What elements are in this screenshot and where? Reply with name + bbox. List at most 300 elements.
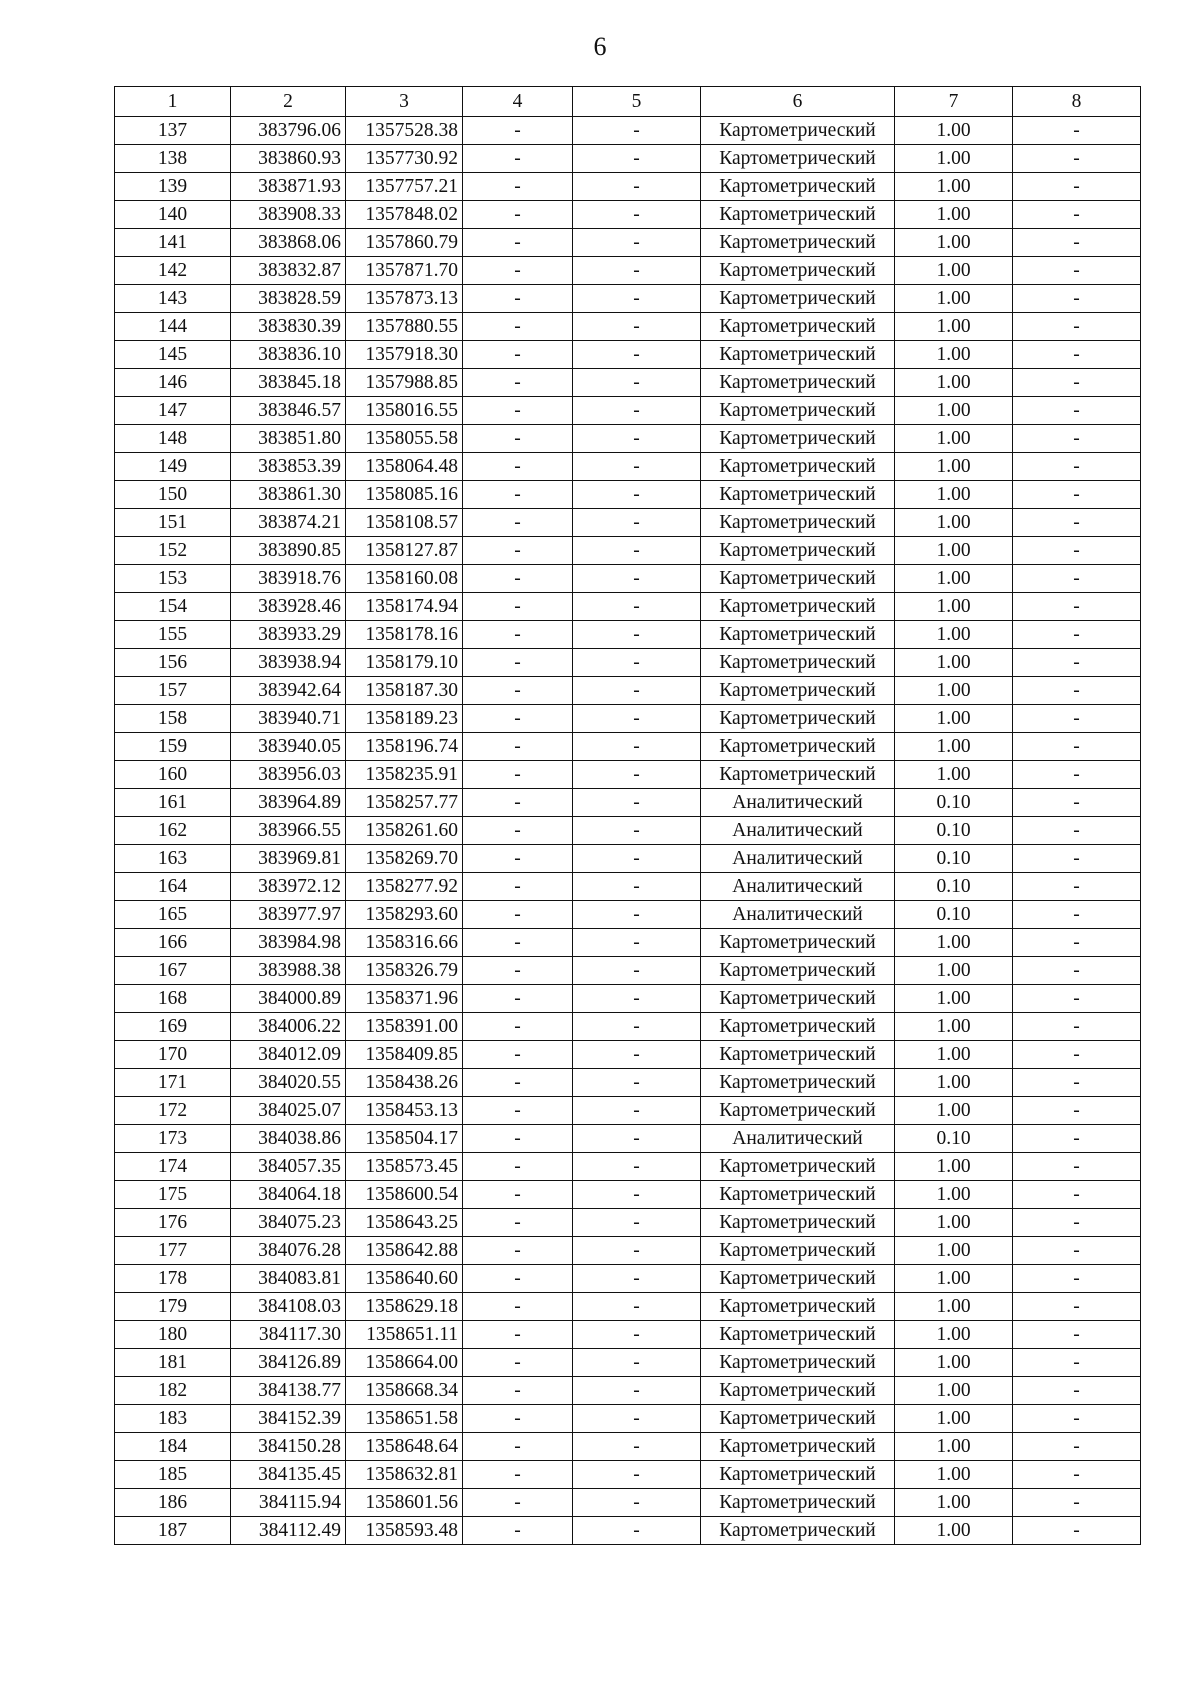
point-number-cell: 153	[115, 565, 231, 593]
col-4-cell: -	[463, 537, 573, 565]
col-4-cell: -	[463, 901, 573, 929]
x-coordinate-cell: 383830.39	[231, 313, 346, 341]
col-8-cell: -	[1013, 313, 1141, 341]
col-5-cell: -	[573, 537, 701, 565]
y-coordinate-cell: 1358453.13	[346, 1097, 463, 1125]
col-5-cell: -	[573, 341, 701, 369]
x-coordinate-cell: 384152.39	[231, 1405, 346, 1433]
col-5-cell: -	[573, 1125, 701, 1153]
x-coordinate-cell: 384117.30	[231, 1321, 346, 1349]
col-8-cell: -	[1013, 1461, 1141, 1489]
col-5-cell: -	[573, 817, 701, 845]
accuracy-cell: 0.10	[895, 789, 1013, 817]
col-5-cell: -	[573, 901, 701, 929]
x-coordinate-cell: 384150.28	[231, 1433, 346, 1461]
col-8-cell: -	[1013, 1069, 1141, 1097]
accuracy-cell: 1.00	[895, 1181, 1013, 1209]
table-row	[115, 621, 1141, 649]
col-5-cell: -	[573, 1209, 701, 1237]
point-number-cell: 184	[115, 1433, 231, 1461]
table-row	[115, 397, 1141, 425]
y-coordinate-cell: 1358409.85	[346, 1041, 463, 1069]
x-coordinate-cell: 384112.49	[231, 1517, 346, 1545]
method-cell: Картометрический	[701, 705, 895, 733]
table-row	[115, 985, 1141, 1013]
method-cell: Картометрический	[701, 1013, 895, 1041]
x-coordinate-cell: 384076.28	[231, 1237, 346, 1265]
point-number-cell: 150	[115, 481, 231, 509]
point-number-cell: 168	[115, 985, 231, 1013]
accuracy-cell: 1.00	[895, 229, 1013, 257]
x-coordinate-cell: 383964.89	[231, 789, 346, 817]
col-4-cell: -	[463, 397, 573, 425]
table-row	[115, 957, 1141, 985]
y-coordinate-cell: 1358277.92	[346, 873, 463, 901]
col-8-cell: -	[1013, 257, 1141, 285]
method-cell: Картометрический	[701, 313, 895, 341]
accuracy-cell: 1.00	[895, 565, 1013, 593]
col-8-cell: -	[1013, 565, 1141, 593]
y-coordinate-cell: 1357918.30	[346, 341, 463, 369]
point-number-cell: 151	[115, 509, 231, 537]
col-8-cell: -	[1013, 1489, 1141, 1517]
y-coordinate-cell: 1358504.17	[346, 1125, 463, 1153]
x-coordinate-cell: 383933.29	[231, 621, 346, 649]
col-4-cell: -	[463, 565, 573, 593]
y-coordinate-cell: 1357730.92	[346, 145, 463, 173]
method-cell: Картометрический	[701, 761, 895, 789]
col-4-cell: -	[463, 229, 573, 257]
col-5-cell: -	[573, 649, 701, 677]
table-row	[115, 1293, 1141, 1321]
accuracy-cell: 1.00	[895, 117, 1013, 145]
point-number-cell: 162	[115, 817, 231, 845]
point-number-cell: 173	[115, 1125, 231, 1153]
col-5-cell: -	[573, 845, 701, 873]
y-coordinate-cell: 1358174.94	[346, 593, 463, 621]
table-header-row	[115, 87, 1141, 117]
point-number-cell: 185	[115, 1461, 231, 1489]
table-row	[115, 817, 1141, 845]
point-number-cell: 158	[115, 705, 231, 733]
x-coordinate-cell: 384057.35	[231, 1153, 346, 1181]
table-row	[115, 761, 1141, 789]
col-8-cell: -	[1013, 173, 1141, 201]
col-4-cell: -	[463, 1293, 573, 1321]
table-row	[115, 1181, 1141, 1209]
y-coordinate-cell: 1358326.79	[346, 957, 463, 985]
col-5-cell: -	[573, 705, 701, 733]
col-5-cell: -	[573, 1293, 701, 1321]
table-row	[115, 1209, 1141, 1237]
method-cell: Картометрический	[701, 1517, 895, 1545]
x-coordinate-cell: 383969.81	[231, 845, 346, 873]
col-5-cell: -	[573, 1153, 701, 1181]
col-8-cell: -	[1013, 1293, 1141, 1321]
point-number-cell: 182	[115, 1377, 231, 1405]
table-row	[115, 929, 1141, 957]
method-cell: Картометрический	[701, 621, 895, 649]
col-4-cell: -	[463, 1433, 573, 1461]
col-5-cell: -	[573, 173, 701, 201]
x-coordinate-cell: 384006.22	[231, 1013, 346, 1041]
y-coordinate-cell: 1358187.30	[346, 677, 463, 705]
y-coordinate-cell: 1358640.60	[346, 1265, 463, 1293]
col-5-cell: -	[573, 1517, 701, 1545]
col-8-cell: -	[1013, 649, 1141, 677]
y-coordinate-cell: 1358664.00	[346, 1349, 463, 1377]
col-5-cell: -	[573, 565, 701, 593]
point-number-cell: 175	[115, 1181, 231, 1209]
method-cell: Картометрический	[701, 565, 895, 593]
col-5-cell: -	[573, 1461, 701, 1489]
col-1-header: 1	[115, 87, 231, 117]
col-4-cell: -	[463, 649, 573, 677]
x-coordinate-cell: 384064.18	[231, 1181, 346, 1209]
col-5-cell: -	[573, 1489, 701, 1517]
col-5-cell: -	[573, 929, 701, 957]
col-4-cell: -	[463, 257, 573, 285]
y-coordinate-cell: 1358293.60	[346, 901, 463, 929]
table-row	[115, 201, 1141, 229]
method-cell: Картометрический	[701, 425, 895, 453]
table-row	[115, 1433, 1141, 1461]
col-5-cell: -	[573, 313, 701, 341]
col-8-cell: -	[1013, 117, 1141, 145]
table-row	[115, 341, 1141, 369]
col-4-cell: -	[463, 817, 573, 845]
col-8-cell: -	[1013, 1013, 1141, 1041]
table-row	[115, 313, 1141, 341]
point-number-cell: 137	[115, 117, 231, 145]
accuracy-cell: 0.10	[895, 845, 1013, 873]
col-8-cell: -	[1013, 1209, 1141, 1237]
point-number-cell: 170	[115, 1041, 231, 1069]
table-row	[115, 845, 1141, 873]
col-4-cell: -	[463, 1517, 573, 1545]
accuracy-cell: 1.00	[895, 1321, 1013, 1349]
x-coordinate-cell: 383972.12	[231, 873, 346, 901]
col-5-cell: -	[573, 1237, 701, 1265]
point-number-cell: 140	[115, 201, 231, 229]
accuracy-cell: 0.10	[895, 901, 1013, 929]
col-8-cell: -	[1013, 845, 1141, 873]
table-row	[115, 1405, 1141, 1433]
col-4-cell: -	[463, 1349, 573, 1377]
col-4-cell: -	[463, 173, 573, 201]
point-number-cell: 139	[115, 173, 231, 201]
col-4-cell: -	[463, 1237, 573, 1265]
accuracy-cell: 1.00	[895, 1097, 1013, 1125]
method-cell: Аналитический	[701, 1125, 895, 1153]
col-4-cell: -	[463, 145, 573, 173]
table-row	[115, 1377, 1141, 1405]
y-coordinate-cell: 1358648.64	[346, 1433, 463, 1461]
method-cell: Картометрический	[701, 1321, 895, 1349]
method-cell: Картометрический	[701, 509, 895, 537]
col-4-cell: -	[463, 1377, 573, 1405]
x-coordinate-cell: 383988.38	[231, 957, 346, 985]
col-4-cell: -	[463, 1321, 573, 1349]
col-5-cell: -	[573, 117, 701, 145]
col-4-cell: -	[463, 453, 573, 481]
point-number-cell: 141	[115, 229, 231, 257]
col-8-cell: -	[1013, 705, 1141, 733]
col-8-cell: -	[1013, 229, 1141, 257]
table-row	[115, 1517, 1141, 1545]
col-8-cell: -	[1013, 873, 1141, 901]
point-number-cell: 180	[115, 1321, 231, 1349]
y-coordinate-cell: 1358179.10	[346, 649, 463, 677]
method-cell: Картометрический	[701, 257, 895, 285]
accuracy-cell: 1.00	[895, 985, 1013, 1013]
x-coordinate-cell: 383966.55	[231, 817, 346, 845]
method-cell: Картометрический	[701, 957, 895, 985]
coordinates-table	[114, 86, 1141, 1545]
method-cell: Картометрический	[701, 1349, 895, 1377]
x-coordinate-cell: 384038.86	[231, 1125, 346, 1153]
table-row	[115, 593, 1141, 621]
col-5-cell: -	[573, 509, 701, 537]
col-7-header: 7	[895, 87, 1013, 117]
accuracy-cell: 1.00	[895, 509, 1013, 537]
table-row	[115, 1265, 1141, 1293]
col-5-cell: -	[573, 369, 701, 397]
col-8-cell: -	[1013, 537, 1141, 565]
y-coordinate-cell: 1358651.58	[346, 1405, 463, 1433]
accuracy-cell: 1.00	[895, 285, 1013, 313]
col-5-cell: -	[573, 1013, 701, 1041]
col-5-cell: -	[573, 621, 701, 649]
col-4-cell: -	[463, 621, 573, 649]
col-5-cell: -	[573, 453, 701, 481]
x-coordinate-cell: 383938.94	[231, 649, 346, 677]
table-row	[115, 1461, 1141, 1489]
col-8-cell: -	[1013, 509, 1141, 537]
point-number-cell: 174	[115, 1153, 231, 1181]
col-2-header: 2	[231, 87, 346, 117]
method-cell: Картометрический	[701, 1237, 895, 1265]
col-4-cell: -	[463, 313, 573, 341]
table-row	[115, 1069, 1141, 1097]
accuracy-cell: 1.00	[895, 453, 1013, 481]
col-8-cell: -	[1013, 341, 1141, 369]
table-row	[115, 677, 1141, 705]
accuracy-cell: 1.00	[895, 733, 1013, 761]
col-5-header: 5	[573, 87, 701, 117]
col-8-cell: -	[1013, 1349, 1141, 1377]
col-8-cell: -	[1013, 425, 1141, 453]
col-4-cell: -	[463, 341, 573, 369]
accuracy-cell: 1.00	[895, 1405, 1013, 1433]
table-row	[115, 285, 1141, 313]
table-row	[115, 565, 1141, 593]
y-coordinate-cell: 1358085.16	[346, 481, 463, 509]
y-coordinate-cell: 1358189.23	[346, 705, 463, 733]
table-row	[115, 481, 1141, 509]
x-coordinate-cell: 383868.06	[231, 229, 346, 257]
x-coordinate-cell: 383940.71	[231, 705, 346, 733]
point-number-cell: 145	[115, 341, 231, 369]
col-4-cell: -	[463, 509, 573, 537]
x-coordinate-cell: 383928.46	[231, 593, 346, 621]
col-4-cell: -	[463, 425, 573, 453]
col-8-cell: -	[1013, 985, 1141, 1013]
col-8-cell: -	[1013, 145, 1141, 173]
table-row	[115, 1125, 1141, 1153]
accuracy-cell: 1.00	[895, 1377, 1013, 1405]
accuracy-cell: 1.00	[895, 1013, 1013, 1041]
method-cell: Картометрический	[701, 1489, 895, 1517]
y-coordinate-cell: 1357528.38	[346, 117, 463, 145]
y-coordinate-cell: 1358055.58	[346, 425, 463, 453]
table-row	[115, 509, 1141, 537]
col-8-cell: -	[1013, 1265, 1141, 1293]
table-row	[115, 901, 1141, 929]
x-coordinate-cell: 383977.97	[231, 901, 346, 929]
col-4-cell: -	[463, 1209, 573, 1237]
y-coordinate-cell: 1357873.13	[346, 285, 463, 313]
col-4-cell: -	[463, 1125, 573, 1153]
method-cell: Аналитический	[701, 873, 895, 901]
col-8-cell: -	[1013, 397, 1141, 425]
x-coordinate-cell: 383832.87	[231, 257, 346, 285]
x-coordinate-cell: 384012.09	[231, 1041, 346, 1069]
table-row	[115, 1041, 1141, 1069]
col-4-cell: -	[463, 1461, 573, 1489]
y-coordinate-cell: 1358371.96	[346, 985, 463, 1013]
accuracy-cell: 1.00	[895, 257, 1013, 285]
x-coordinate-cell: 384020.55	[231, 1069, 346, 1097]
x-coordinate-cell: 383846.57	[231, 397, 346, 425]
accuracy-cell: 1.00	[895, 201, 1013, 229]
y-coordinate-cell: 1357988.85	[346, 369, 463, 397]
col-8-cell: -	[1013, 733, 1141, 761]
table-row	[115, 1153, 1141, 1181]
col-5-cell: -	[573, 1321, 701, 1349]
col-4-cell: -	[463, 481, 573, 509]
col-4-cell: -	[463, 1153, 573, 1181]
col-8-cell: -	[1013, 201, 1141, 229]
col-5-cell: -	[573, 1433, 701, 1461]
x-coordinate-cell: 383874.21	[231, 509, 346, 537]
x-coordinate-cell: 383860.93	[231, 145, 346, 173]
method-cell: Картометрический	[701, 397, 895, 425]
col-8-cell: -	[1013, 817, 1141, 845]
x-coordinate-cell: 383871.93	[231, 173, 346, 201]
y-coordinate-cell: 1357757.21	[346, 173, 463, 201]
table-row	[115, 789, 1141, 817]
point-number-cell: 149	[115, 453, 231, 481]
col-4-cell: -	[463, 957, 573, 985]
col-4-cell: -	[463, 789, 573, 817]
y-coordinate-cell: 1358316.66	[346, 929, 463, 957]
col-4-cell: -	[463, 845, 573, 873]
table-row	[115, 173, 1141, 201]
col-4-cell: -	[463, 873, 573, 901]
y-coordinate-cell: 1358257.77	[346, 789, 463, 817]
x-coordinate-cell: 384115.94	[231, 1489, 346, 1517]
col-5-cell: -	[573, 229, 701, 257]
table-row	[115, 453, 1141, 481]
col-8-cell: -	[1013, 1097, 1141, 1125]
y-coordinate-cell: 1358601.56	[346, 1489, 463, 1517]
accuracy-cell: 1.00	[895, 1153, 1013, 1181]
method-cell: Аналитический	[701, 901, 895, 929]
accuracy-cell: 1.00	[895, 1041, 1013, 1069]
col-5-cell: -	[573, 873, 701, 901]
col-5-cell: -	[573, 1405, 701, 1433]
method-cell: Картометрический	[701, 677, 895, 705]
point-number-cell: 165	[115, 901, 231, 929]
accuracy-cell: 1.00	[895, 173, 1013, 201]
method-cell: Картометрический	[701, 985, 895, 1013]
method-cell: Картометрический	[701, 1153, 895, 1181]
col-5-cell: -	[573, 733, 701, 761]
y-coordinate-cell: 1358643.25	[346, 1209, 463, 1237]
col-5-cell: -	[573, 985, 701, 1013]
method-cell: Картометрический	[701, 229, 895, 257]
point-number-cell: 181	[115, 1349, 231, 1377]
col-4-cell: -	[463, 593, 573, 621]
point-number-cell: 172	[115, 1097, 231, 1125]
table-row	[115, 1489, 1141, 1517]
point-number-cell: 167	[115, 957, 231, 985]
col-5-cell: -	[573, 1041, 701, 1069]
x-coordinate-cell: 384108.03	[231, 1293, 346, 1321]
accuracy-cell: 1.00	[895, 1069, 1013, 1097]
y-coordinate-cell: 1358668.34	[346, 1377, 463, 1405]
point-number-cell: 143	[115, 285, 231, 313]
col-8-cell: -	[1013, 789, 1141, 817]
accuracy-cell: 0.10	[895, 1125, 1013, 1153]
y-coordinate-cell: 1358438.26	[346, 1069, 463, 1097]
accuracy-cell: 1.00	[895, 1349, 1013, 1377]
point-number-cell: 142	[115, 257, 231, 285]
method-cell: Картометрический	[701, 593, 895, 621]
x-coordinate-cell: 384000.89	[231, 985, 346, 1013]
x-coordinate-cell: 383845.18	[231, 369, 346, 397]
col-5-cell: -	[573, 1097, 701, 1125]
col-8-cell: -	[1013, 1125, 1141, 1153]
col-8-cell: -	[1013, 481, 1141, 509]
x-coordinate-cell: 383851.80	[231, 425, 346, 453]
y-coordinate-cell: 1358196.74	[346, 733, 463, 761]
table-row	[115, 873, 1141, 901]
col-8-cell: -	[1013, 1433, 1141, 1461]
method-cell: Картометрический	[701, 341, 895, 369]
y-coordinate-cell: 1357848.02	[346, 201, 463, 229]
col-4-cell: -	[463, 201, 573, 229]
x-coordinate-cell: 384138.77	[231, 1377, 346, 1405]
x-coordinate-cell: 384083.81	[231, 1265, 346, 1293]
col-4-cell: -	[463, 1489, 573, 1517]
x-coordinate-cell: 384075.23	[231, 1209, 346, 1237]
point-number-cell: 148	[115, 425, 231, 453]
y-coordinate-cell: 1358178.16	[346, 621, 463, 649]
col-4-cell: -	[463, 1265, 573, 1293]
y-coordinate-cell: 1358064.48	[346, 453, 463, 481]
col-8-cell: -	[1013, 1321, 1141, 1349]
col-5-cell: -	[573, 285, 701, 313]
col-4-cell: -	[463, 369, 573, 397]
x-coordinate-cell: 383890.85	[231, 537, 346, 565]
accuracy-cell: 1.00	[895, 957, 1013, 985]
col-4-cell: -	[463, 985, 573, 1013]
method-cell: Картометрический	[701, 1433, 895, 1461]
method-cell: Картометрический	[701, 1377, 895, 1405]
col-8-cell: -	[1013, 761, 1141, 789]
